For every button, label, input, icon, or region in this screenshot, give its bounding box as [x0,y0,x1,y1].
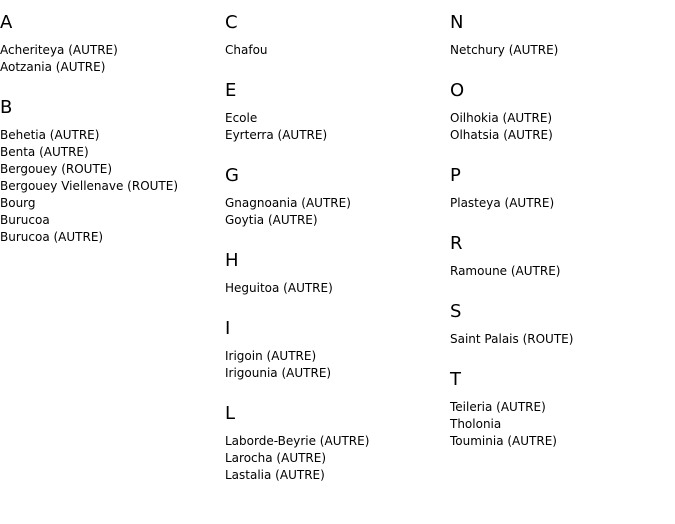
letter-heading: R [450,233,463,254]
place-link[interactable]: Netchury (AUTRE) [450,43,559,57]
place-link[interactable]: Irigounia (AUTRE) [225,366,332,380]
place-link[interactable]: Burucoa (AUTRE) [0,230,104,244]
index-column [0,12,220,267]
letter-heading: B [0,97,13,118]
place-link[interactable]: Saint Palais (ROUTE) [450,332,574,346]
letter-heading: E [225,80,237,101]
place-link[interactable]: Burucoa [0,213,50,227]
letter-group [225,318,445,382]
place-link[interactable]: Heguitoa (AUTRE) [225,281,333,295]
place-link[interactable]: Teileria (AUTRE) [450,400,546,414]
letter-heading: C [225,12,238,33]
place-link[interactable]: Goytia (AUTRE) [225,213,318,227]
place-link[interactable]: Tholonia [450,417,502,431]
place-link[interactable]: Gnagnoania (AUTRE) [225,196,351,210]
place-link[interactable]: Ramoune (AUTRE) [450,264,561,278]
letter-group [0,97,220,246]
place-link[interactable]: Bergouey Viellenave (ROUTE) [0,179,179,193]
place-link[interactable]: Oilhokia (AUTRE) [450,111,553,125]
letter-group [225,403,445,484]
letter-heading: G [225,165,239,186]
letter-group [225,80,445,144]
place-link[interactable]: Bergouey (ROUTE) [0,162,113,176]
letter-heading: S [450,301,462,322]
letter-group [225,12,445,59]
letter-heading: I [225,318,231,339]
letter-heading: O [450,80,465,101]
place-link[interactable]: Plasteya (AUTRE) [450,196,555,210]
letter-group [450,301,670,348]
letter-heading: T [450,369,461,390]
index-column [225,12,445,505]
place-link[interactable]: Chafou [225,43,268,57]
place-link[interactable]: Larocha (AUTRE) [225,451,327,465]
letter-group [0,12,220,76]
place-link[interactable]: Laborde-Beyrie (AUTRE) [225,434,370,448]
letter-group [225,250,445,297]
letter-heading: A [0,12,13,33]
letter-group [225,165,445,229]
place-link[interactable]: Acheriteya (AUTRE) [0,43,118,57]
place-link[interactable]: Ecole [225,111,258,125]
place-link[interactable]: Bourg [0,196,36,210]
place-link[interactable]: Touminia (AUTRE) [450,434,557,448]
letter-group [450,80,670,144]
letter-group [450,369,670,450]
letter-group [450,165,670,212]
letter-group [450,12,670,59]
index-column [450,12,670,471]
letter-heading: P [450,165,461,186]
place-link[interactable]: Benta (AUTRE) [0,145,89,159]
letter-heading: H [225,250,239,271]
place-link[interactable]: Irigoin (AUTRE) [225,349,317,363]
letter-heading: N [450,12,464,33]
letter-group [450,233,670,280]
place-link[interactable]: Lastalia (AUTRE) [225,468,325,482]
place-link[interactable]: Aotzania (AUTRE) [0,60,106,74]
place-link[interactable]: Eyrterra (AUTRE) [225,128,328,142]
letter-heading: L [225,403,236,424]
place-link[interactable]: Olhatsia (AUTRE) [450,128,553,142]
place-link[interactable]: Behetia (AUTRE) [0,128,100,142]
